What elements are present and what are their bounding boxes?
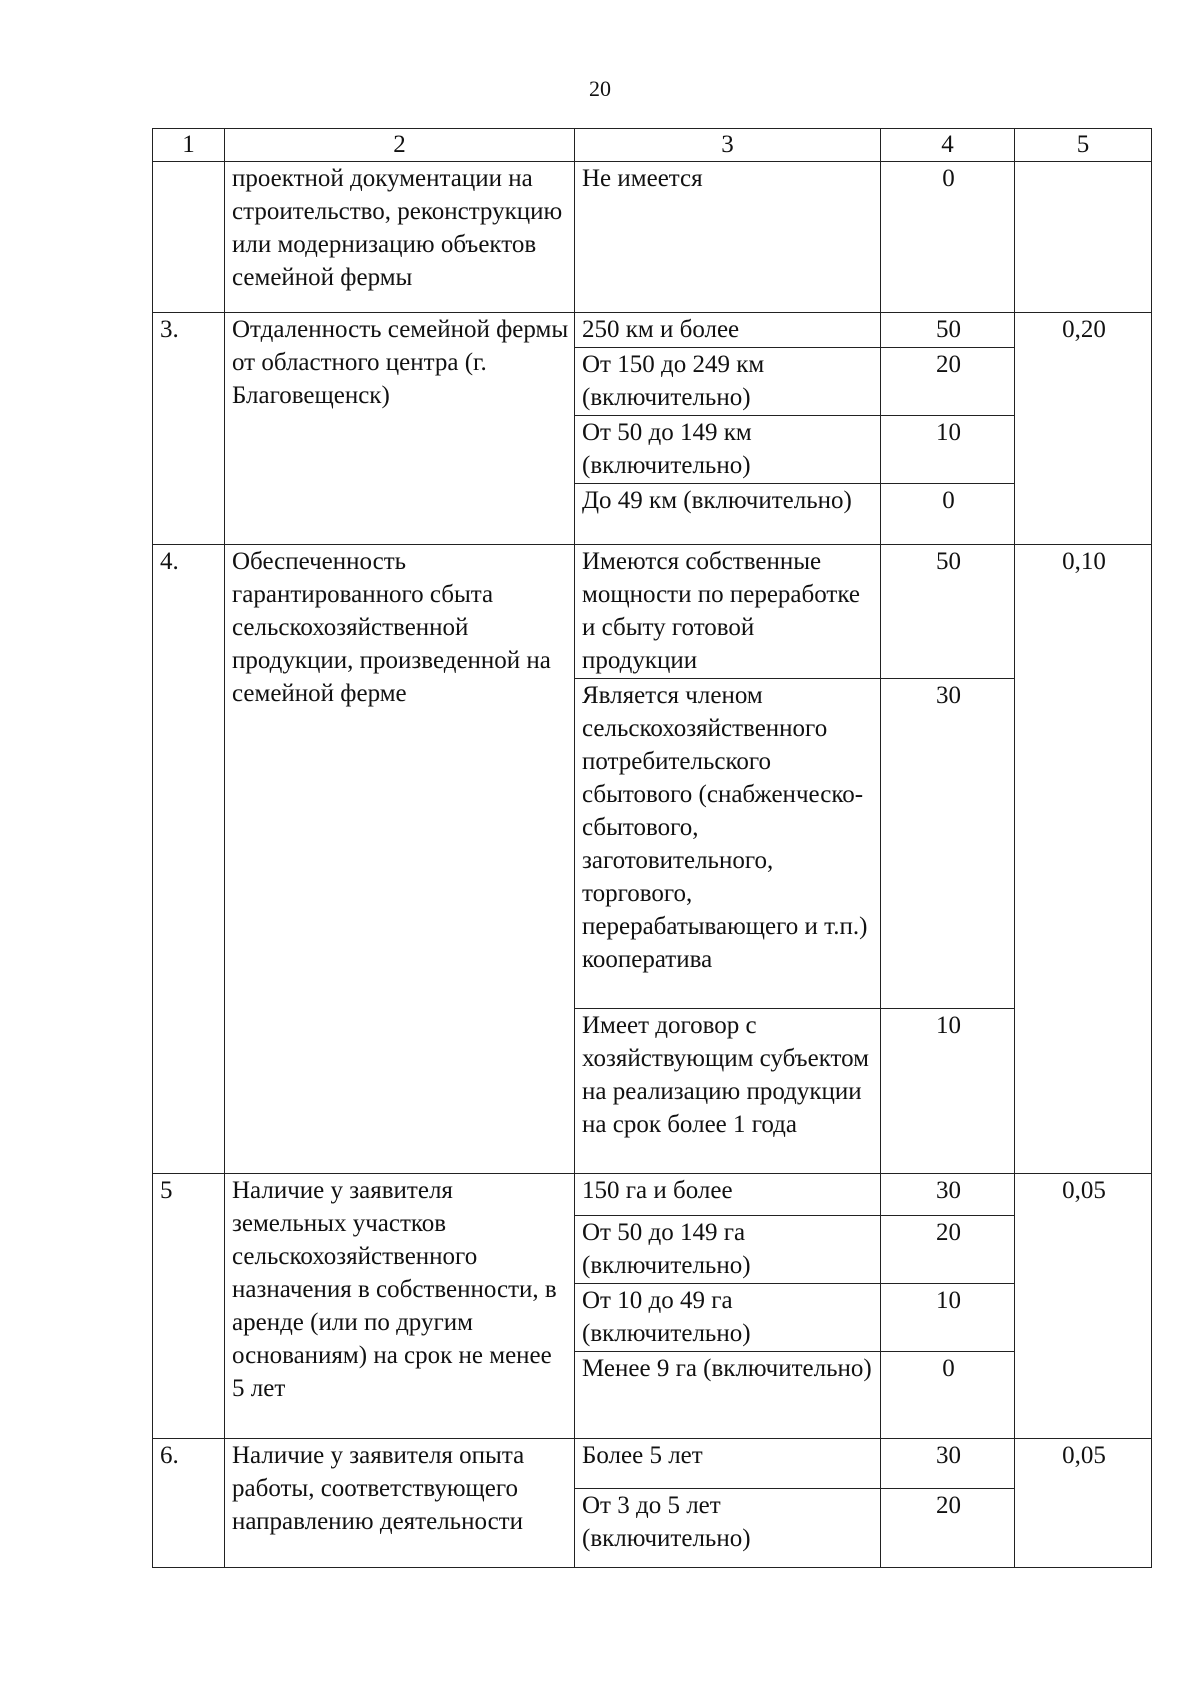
option-text: Не имеется (575, 162, 881, 313)
option-score: 0 (881, 162, 1015, 313)
criterion-weight: 0,10 (1015, 545, 1152, 1174)
option-score: 20 (881, 1216, 1015, 1284)
option-text: Менее 9 га (включительно) (575, 1352, 881, 1439)
criterion-weight: 0,05 (1015, 1439, 1152, 1568)
criterion-text: Наличие у заявителя земельных участков сельскохозяйственного назначения в собственности, в аренде (или по другим основаниям) на срок не менее 5 лет (225, 1174, 575, 1439)
table-row (153, 545, 1152, 679)
criterion-text: проектной документации на строительство, реконструкцию или модернизацию объектов семейной фермы (225, 162, 575, 313)
header-cell-5: 5 (1015, 129, 1152, 162)
table-row (153, 162, 1152, 313)
table-row (153, 1174, 1152, 1216)
option-score: 0 (881, 484, 1015, 545)
page-number: 20 (589, 76, 611, 101)
option-text: От 50 до 149 км (включительно) (575, 416, 881, 484)
criterion-weight: 0,20 (1015, 313, 1152, 545)
header-cell-2: 2 (225, 129, 575, 162)
option-score: 20 (881, 348, 1015, 416)
option-score: 30 (881, 679, 1015, 1009)
option-score: 0 (881, 1352, 1015, 1439)
criterion-weight (1015, 162, 1152, 313)
criterion-number (153, 162, 225, 313)
option-text: До 49 км (включительно) (575, 484, 881, 545)
criterion-number: 5 (153, 1174, 225, 1439)
option-text: Является членом сельскохозяйственного потребительского сбытового (снабженческо-сбытового, заготовительного, торгового, перерабатывающего и т.п.) кооператива (575, 679, 881, 1009)
option-score: 10 (881, 1284, 1015, 1352)
option-text: Более 5 лет (575, 1439, 881, 1489)
option-score: 30 (881, 1174, 1015, 1216)
option-text: От 50 до 149 га (включительно) (575, 1216, 881, 1284)
header-cell-1: 1 (153, 129, 225, 162)
header-cell-4: 4 (881, 129, 1015, 162)
criterion-number: 6. (153, 1439, 225, 1568)
option-score: 50 (881, 545, 1015, 679)
option-text: От 3 до 5 лет (включительно) (575, 1489, 881, 1568)
option-score: 10 (881, 416, 1015, 484)
table-row (153, 313, 1152, 348)
option-text: Имеются собственные мощности по переработке и сбыту готовой продукции (575, 545, 881, 679)
criterion-text: Наличие у заявителя опыта работы, соответствующего направлению деятельности (225, 1439, 575, 1568)
header-cell-3: 3 (575, 129, 881, 162)
criterion-text: Обеспеченность гарантированного сбыта сельскохозяйственной продукции, произведенной на семейной ферме (225, 545, 575, 1174)
option-text: От 10 до 49 га (включительно) (575, 1284, 881, 1352)
option-text: 250 км и более (575, 313, 881, 348)
option-score: 50 (881, 313, 1015, 348)
criterion-number: 4. (153, 545, 225, 1174)
criterion-weight: 0,05 (1015, 1174, 1152, 1439)
option-score: 10 (881, 1009, 1015, 1174)
option-text: От 150 до 249 км (включительно) (575, 348, 881, 416)
table-row (153, 1439, 1152, 1489)
criterion-text: Отдаленность семейной фермы от областного центра (г. Благовещенск) (225, 313, 575, 545)
option-text: 150 га и более (575, 1174, 881, 1216)
criterion-number: 3. (153, 313, 225, 545)
option-score: 30 (881, 1439, 1015, 1489)
table-header-row (153, 129, 1152, 162)
option-text: Имеет договор с хозяйствующим субъектом на реализацию продукции на срок более 1 года (575, 1009, 881, 1174)
criteria-table (152, 128, 1152, 1568)
option-score: 20 (881, 1489, 1015, 1568)
